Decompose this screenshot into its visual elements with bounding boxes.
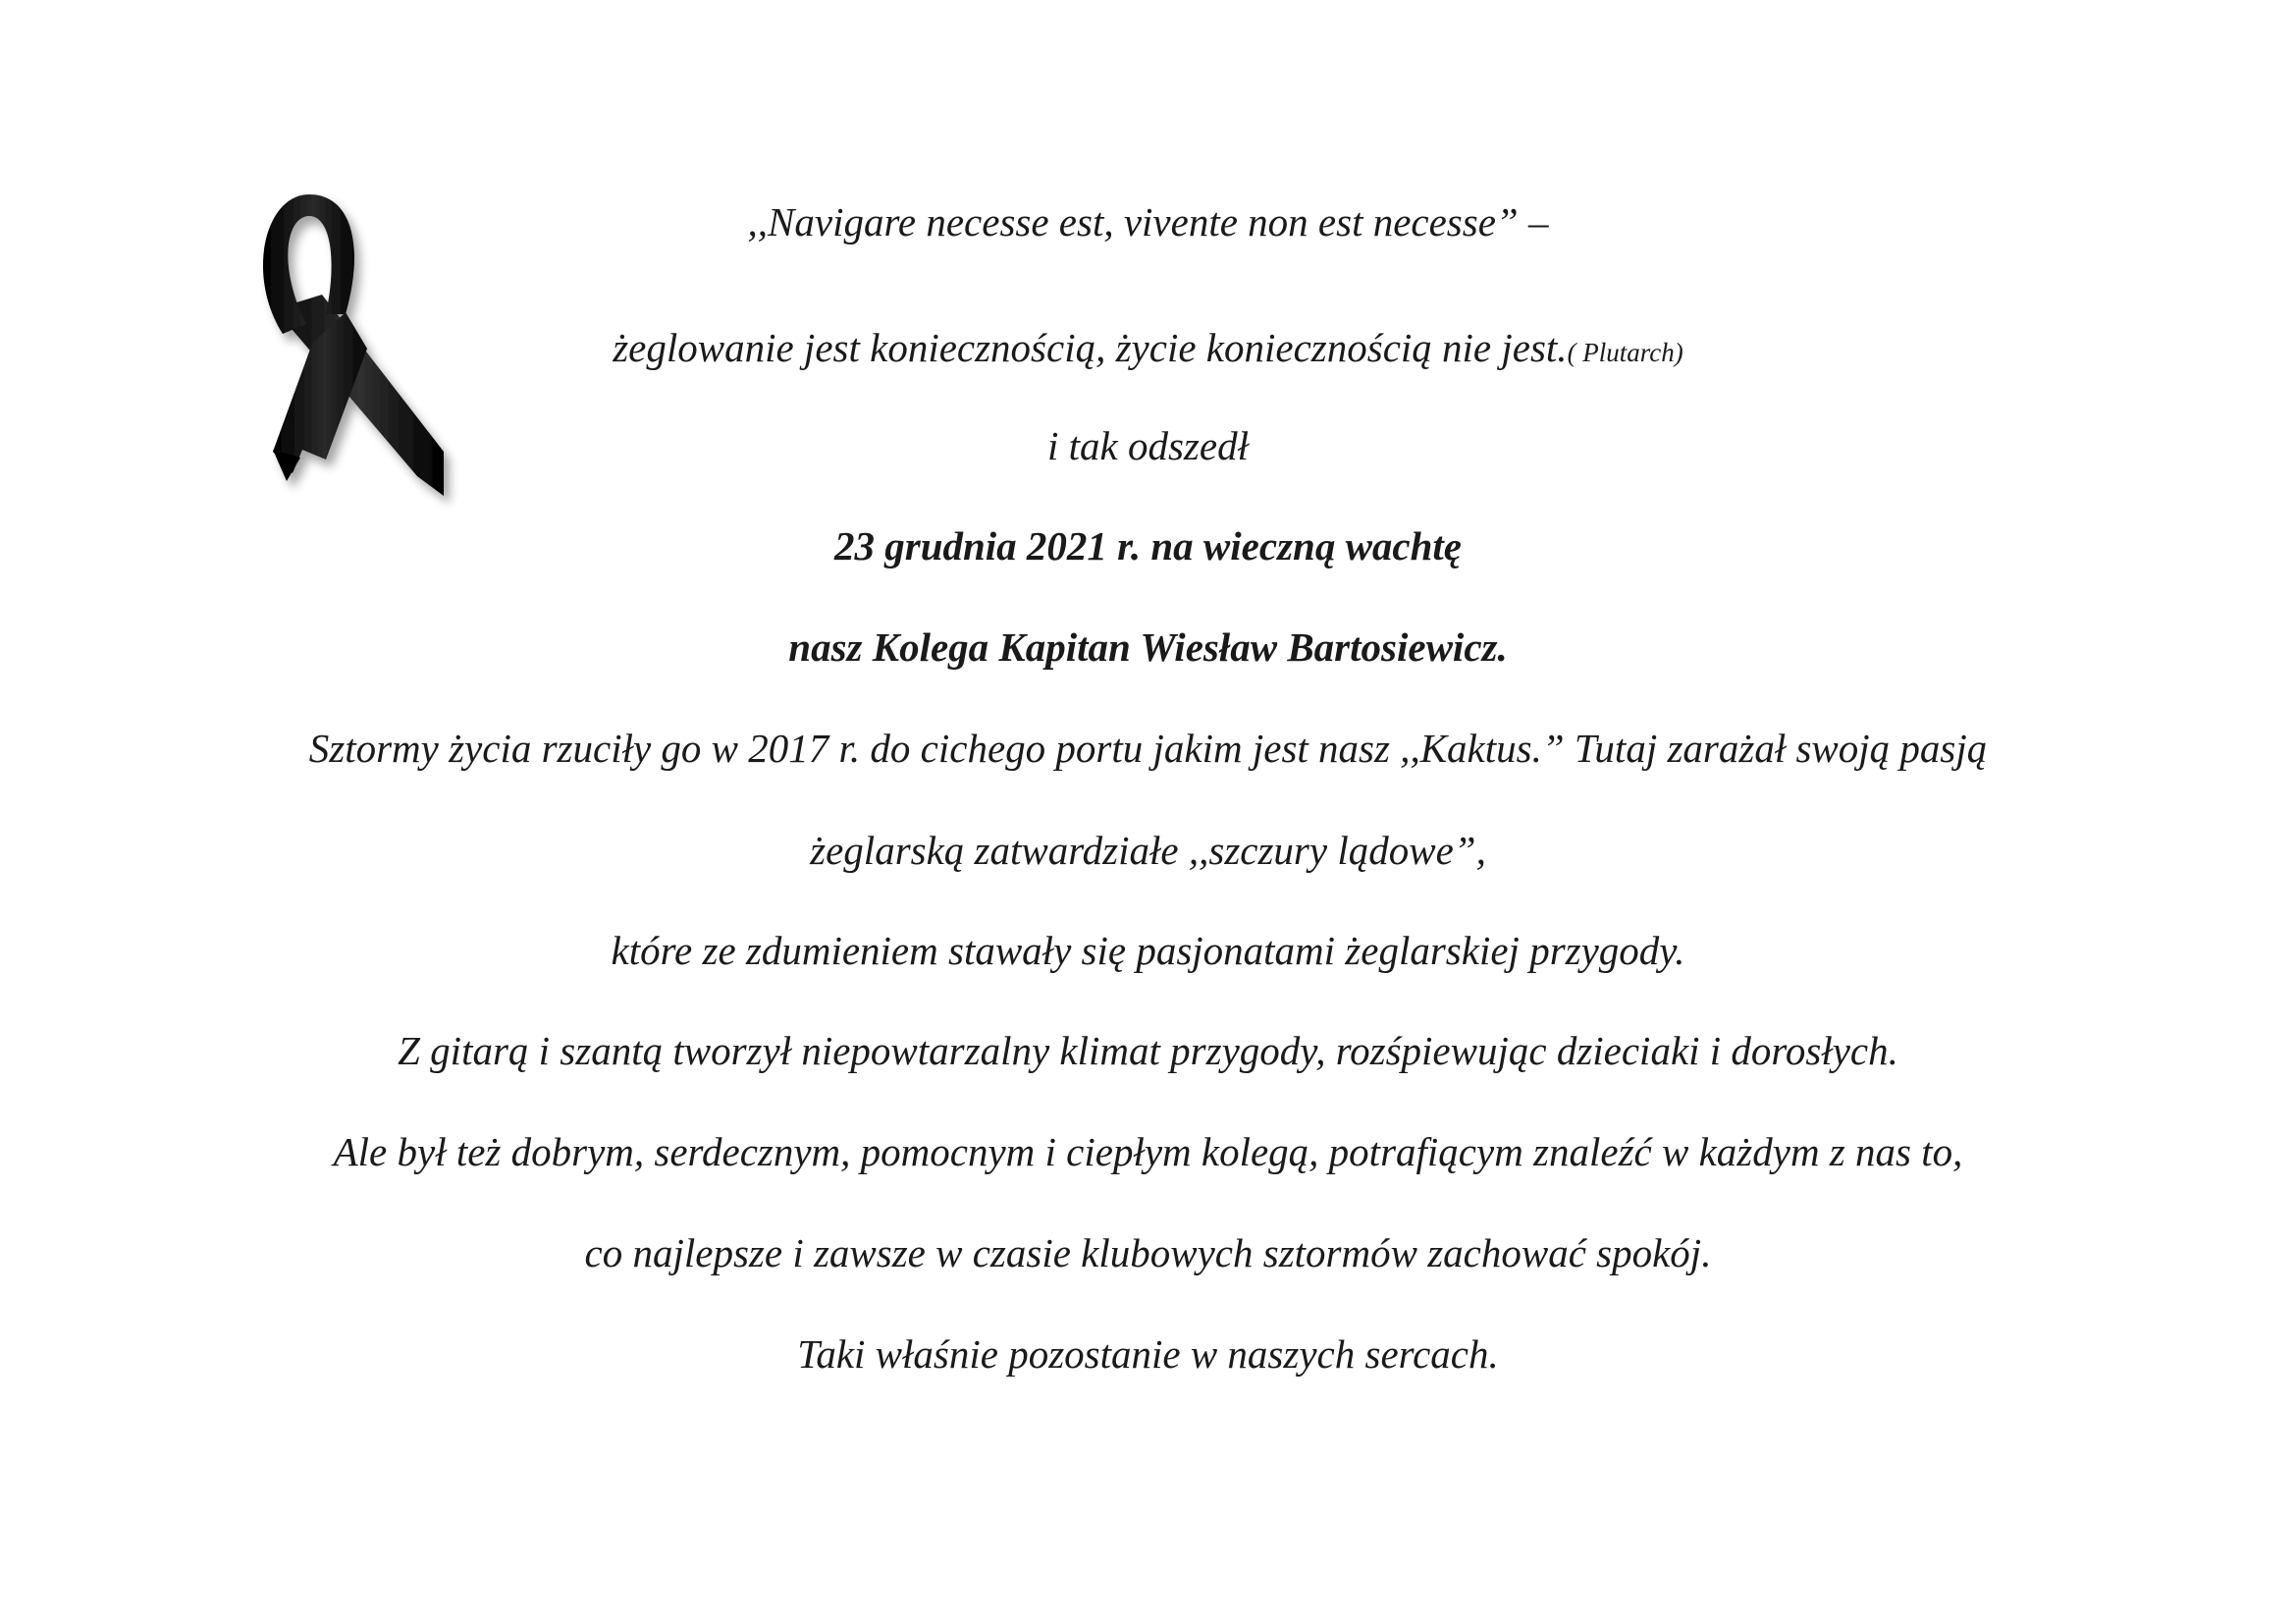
polish-quote-line	[0, 322, 2296, 378]
paragraph-line: które ze zdumieniem stawały się pasjonatami żeglarskiej przygody.	[611, 928, 1685, 973]
latin-quote: ,,Navigare necesse est, vivente non est necesse” –	[747, 199, 1549, 244]
passed-away-line: i tak odszedł	[1047, 423, 1249, 468]
polish-quote: żeglowanie jest koniecznością, życie koniecznością nie jest.	[613, 325, 1568, 370]
closing-line: Taki właśnie pozostanie w naszych sercach.	[797, 1331, 1499, 1377]
name-line: nasz Kolega Kapitan Wiesław Bartosiewicz.	[788, 624, 1508, 670]
date-line: 23 grudnia 2021 r. na wieczną wachtę	[833, 523, 1463, 568]
paragraph-line: co najlepsze i zawsze w czasie klubowych sztormów zachować spokój.	[584, 1230, 1712, 1275]
paragraph-line: Sztormy życia rzuciły go w 2017 r. do cichego portu jakim jest nasz ,,Kaktus.” Tutaj zarażał swoją pasją	[308, 726, 1988, 771]
quote-author: ( Plutarch)	[1567, 338, 1683, 367]
paragraph-line: Ale był też dobrym, serdecznym, pomocnym i ciepłym kolegą, potrafiącym znaleźć w każdym z nas to,	[333, 1129, 1963, 1174]
paragraph-line: Z gitarą i szantą tworzył niepowtarzalny klimat przygody, rozśpiewując dzieciaki i dorosłych.	[398, 1028, 1898, 1073]
paragraph-line: żeglarską zatwardziałe ,,szczury lądowe”,	[810, 828, 1486, 873]
